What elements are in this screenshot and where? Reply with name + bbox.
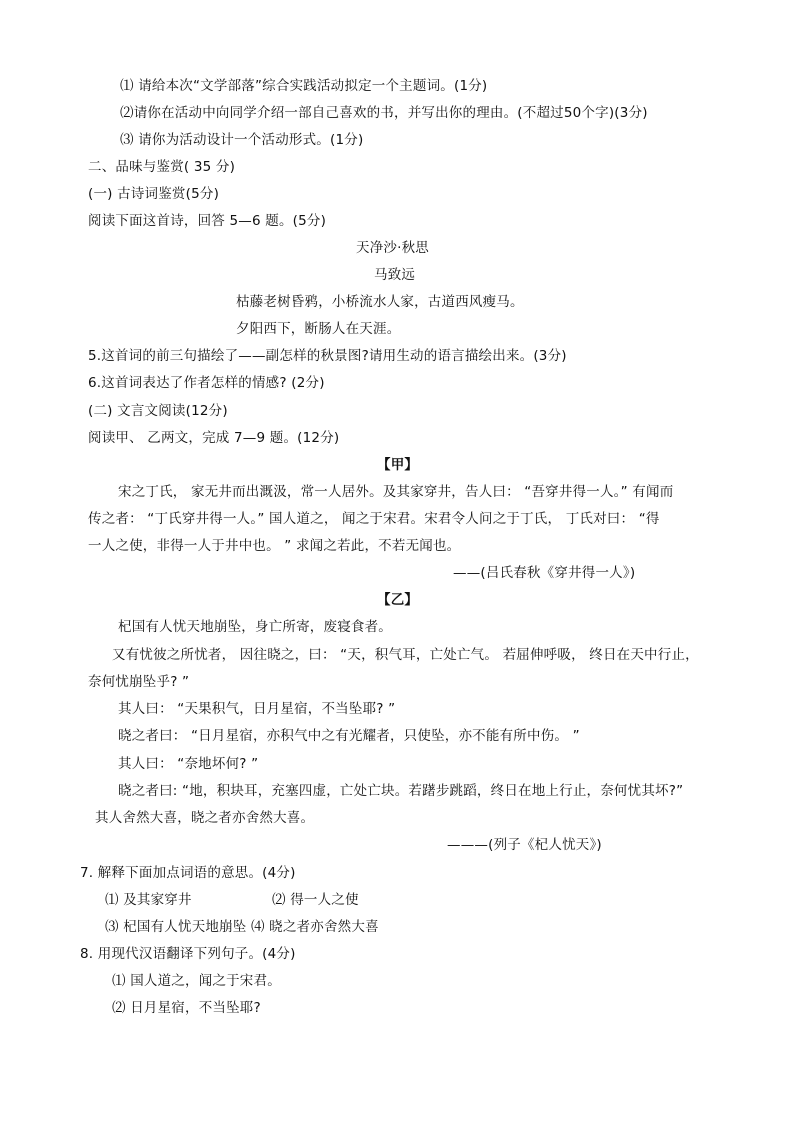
passage-yi-line-8: 其人舍然大喜，晓之者亦舍然大喜。: [95, 810, 315, 826]
passage-yi-line-7: 晓之者曰: “地，积块耳，充塞四虚，亡处亡块。若躇步跳蹈，终日在地上行止，奈何忧其坏?”: [118, 783, 684, 799]
passage-jia-title: 【甲】: [377, 457, 419, 473]
passage-yi-line-1: 杞国有人忧天地崩坠，身亡所寄，废寝食者。: [118, 619, 392, 635]
subsection-classical-heading: (二) 文言文阅读(12分): [88, 403, 228, 419]
passage-jia-line-2: 传之者： “丁氏穿井得一人。” 国人道之， 闻之于宋君。宋君令人问之于丁氏， 丁氏对曰： “得: [88, 511, 660, 527]
passage-jia-line-1: 宋之丁氏， 家无井而出溉汲，常一人居外。及其家穿井，告人曰： “吾穿井得一人。” 有闻而: [118, 484, 674, 500]
section-2-heading: 二、品味与鉴赏( 35 分): [88, 159, 236, 175]
question-6: 6.这首词表达了作者怎样的情感? (2分): [88, 375, 325, 391]
passage-yi-line-6: 其人曰： “奈地坏何? ”: [118, 756, 259, 772]
passage-jia-line-3: 一人之使，非得一人于井中也。 ” 求闻之若此，不若无闻也。: [88, 538, 461, 554]
question-1-3: ⑶ 请你为活动设计一个活动形式。(1分): [120, 132, 364, 148]
question-7-item-2: ⑵ 得一人之使: [272, 892, 359, 908]
question-8: 8. 用现代汉语翻译下列句子。(4分): [80, 946, 296, 962]
passage-yi-line-2: 又有忧彼之所忧者， 因往晓之，曰： “天，积气耳，亡处亡气。 若屈伸呼吸， 终日在天中行止，: [112, 647, 699, 663]
question-7-items-3-4: ⑶ 杞国有人忧天地崩坠 ⑷ 晓之者亦舍然大喜: [105, 919, 379, 935]
poem-title: 天净沙·秋思: [356, 240, 429, 256]
question-1-1: ⑴ 请给本次“文学部落”综合实践活动拟定一个主题词。(1分): [120, 78, 488, 94]
passage-yi-source: ———(列子《杞人忧天》): [447, 837, 602, 853]
poem-line-2: 夕阳西下，断肠人在天涯。: [236, 321, 401, 337]
classical-instructions: 阅读甲、 乙两文，完成 7—9 题。(12分): [88, 430, 340, 446]
poem-author: 马致远: [374, 267, 416, 283]
question-8-item-1: ⑴ 国人道之，闻之于宋君。: [112, 973, 281, 989]
subsection-poetry-heading: (一) 古诗词鉴赏(5分): [88, 186, 220, 202]
question-8-item-2: ⑵ 日月星宿，不当坠耶?: [112, 1000, 261, 1016]
poem-line-1: 枯藤老树昏鸦，小桥流水人家，古道西风瘦马。: [236, 294, 524, 310]
passage-yi-line-3: 奈何忧崩坠乎? ”: [88, 674, 190, 690]
question-7-item-1: ⑴ 及其家穿井: [105, 892, 192, 908]
question-1-2: ⑵请你在活动中向同学介绍一部自己喜欢的书，并写出你的理由。(不超过50个字)(3分): [120, 105, 648, 121]
poem-instructions: 阅读下面这首诗，回答 5—6 题。(5分): [88, 213, 327, 229]
passage-jia-source: ——(吕氏春秋《穿井得一人》): [453, 565, 636, 581]
question-5: 5.这首词的前三句描绘了——副怎样的秋景图?请用生动的语言描绘出来。(3分): [88, 348, 567, 364]
passage-yi-title: 【乙】: [377, 592, 419, 608]
question-7: 7. 解释下面加点词语的意思。(4分): [80, 865, 296, 881]
passage-yi-line-5: 晓之者曰： “日月星宿，亦积气中之有光耀者，只使坠，亦不能有所中伤。 ”: [118, 728, 580, 744]
passage-yi-line-4: 其人曰： “天果积气，日月星宿，不当坠耶? ”: [118, 701, 396, 717]
